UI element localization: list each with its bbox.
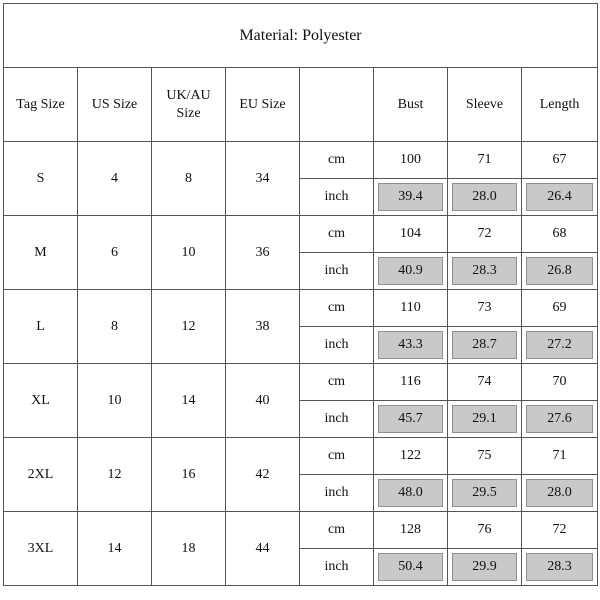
unit-cm-cell: cm xyxy=(300,142,374,179)
unit-inch-cell: inch xyxy=(300,179,374,216)
us-size-cell: 8 xyxy=(78,290,152,364)
unit-inch-cell: inch xyxy=(300,401,374,438)
sleeve-inch-value: 28.0 xyxy=(452,183,517,211)
length-inch-cell xyxy=(522,179,598,216)
header-tag-size: Tag Size xyxy=(4,68,78,142)
length-cm-cell: 69 xyxy=(522,290,598,327)
tag-size-cell: M xyxy=(4,216,78,290)
eu-size-cell: 38 xyxy=(226,290,300,364)
length-inch-cell xyxy=(522,327,598,364)
header-unit xyxy=(300,68,374,142)
header-uk-au-line1: UK/AU xyxy=(166,88,211,103)
bust-inch-value: 40.9 xyxy=(378,257,443,285)
sleeve-inch-value: 29.1 xyxy=(452,405,517,433)
tag-size-cell: L xyxy=(4,290,78,364)
sleeve-inch-cell xyxy=(448,253,522,290)
length-inch-value: 27.2 xyxy=(526,331,593,359)
bust-inch-cell xyxy=(374,475,448,512)
bust-inch-value: 50.4 xyxy=(378,553,443,581)
length-cm-cell: 70 xyxy=(522,364,598,401)
eu-size-cell: 34 xyxy=(226,142,300,216)
tag-size-cell: 2XL xyxy=(4,438,78,512)
uk-au-size-cell: 18 xyxy=(152,512,226,586)
size-chart xyxy=(3,3,597,597)
bust-inch-cell xyxy=(374,327,448,364)
bust-cm-cell: 100 xyxy=(374,142,448,179)
sleeve-cm-cell: 72 xyxy=(448,216,522,253)
tag-size-cell: 3XL xyxy=(4,512,78,586)
length-cm-cell: 68 xyxy=(522,216,598,253)
size-table xyxy=(3,3,598,586)
sleeve-inch-value: 28.3 xyxy=(452,257,517,285)
title-row xyxy=(4,4,598,68)
length-inch-value: 27.6 xyxy=(526,405,593,433)
us-size-cell: 10 xyxy=(78,364,152,438)
header-uk-au-line2: Size xyxy=(176,105,201,121)
sleeve-inch-value: 29.5 xyxy=(452,479,517,507)
length-inch-value: 26.8 xyxy=(526,257,593,285)
unit-cm-cell: cm xyxy=(300,364,374,401)
us-size-cell: 4 xyxy=(78,142,152,216)
material-title: Material: Polyester xyxy=(4,4,598,68)
tag-size-cell: S xyxy=(4,142,78,216)
sleeve-cm-cell: 74 xyxy=(448,364,522,401)
unit-inch-cell: inch xyxy=(300,475,374,512)
bust-inch-value: 39.4 xyxy=(378,183,443,211)
sleeve-inch-value: 29.9 xyxy=(452,553,517,581)
header-length: Length xyxy=(522,68,598,142)
bust-inch-value: 43.3 xyxy=(378,331,443,359)
us-size-cell: 6 xyxy=(78,216,152,290)
unit-inch-cell: inch xyxy=(300,327,374,364)
length-inch-cell xyxy=(522,475,598,512)
header-uk-au-size xyxy=(152,68,226,142)
sleeve-inch-cell xyxy=(448,549,522,586)
sleeve-cm-cell: 73 xyxy=(448,290,522,327)
tag-size-cell: XL xyxy=(4,364,78,438)
sleeve-inch-cell xyxy=(448,401,522,438)
length-inch-cell xyxy=(522,401,598,438)
sleeve-inch-value: 28.7 xyxy=(452,331,517,359)
uk-au-size-cell: 14 xyxy=(152,364,226,438)
uk-au-size-cell: 8 xyxy=(152,142,226,216)
size-row-cm xyxy=(4,438,598,475)
eu-size-cell: 40 xyxy=(226,364,300,438)
bust-inch-cell xyxy=(374,253,448,290)
bust-cm-cell: 104 xyxy=(374,216,448,253)
bust-cm-cell: 122 xyxy=(374,438,448,475)
eu-size-cell: 44 xyxy=(226,512,300,586)
length-inch-value: 28.3 xyxy=(526,553,593,581)
bust-cm-cell: 128 xyxy=(374,512,448,549)
length-inch-cell xyxy=(522,253,598,290)
unit-inch-cell: inch xyxy=(300,549,374,586)
sleeve-inch-cell xyxy=(448,327,522,364)
sleeve-cm-cell: 75 xyxy=(448,438,522,475)
length-inch-cell xyxy=(522,549,598,586)
sleeve-inch-cell xyxy=(448,475,522,512)
unit-cm-cell: cm xyxy=(300,512,374,549)
eu-size-cell: 36 xyxy=(226,216,300,290)
length-cm-cell: 67 xyxy=(522,142,598,179)
header-row xyxy=(4,68,598,142)
header-eu-size: EU Size xyxy=(226,68,300,142)
size-row-cm xyxy=(4,290,598,327)
bust-inch-value: 45.7 xyxy=(378,405,443,433)
length-cm-cell: 71 xyxy=(522,438,598,475)
size-row-cm xyxy=(4,216,598,253)
unit-cm-cell: cm xyxy=(300,216,374,253)
size-row-cm xyxy=(4,364,598,401)
length-inch-value: 28.0 xyxy=(526,479,593,507)
sleeve-inch-cell xyxy=(448,179,522,216)
uk-au-size-cell: 16 xyxy=(152,438,226,512)
us-size-cell: 12 xyxy=(78,438,152,512)
bust-cm-cell: 116 xyxy=(374,364,448,401)
header-bust: Bust xyxy=(374,68,448,142)
sleeve-cm-cell: 76 xyxy=(448,512,522,549)
bust-inch-cell xyxy=(374,401,448,438)
uk-au-size-cell: 12 xyxy=(152,290,226,364)
bust-inch-value: 48.0 xyxy=(378,479,443,507)
uk-au-size-cell: 10 xyxy=(152,216,226,290)
unit-inch-cell: inch xyxy=(300,253,374,290)
length-cm-cell: 72 xyxy=(522,512,598,549)
bust-inch-cell xyxy=(374,179,448,216)
bust-inch-cell xyxy=(374,549,448,586)
unit-cm-cell: cm xyxy=(300,290,374,327)
size-row-cm xyxy=(4,512,598,549)
eu-size-cell: 42 xyxy=(226,438,300,512)
header-us-size: US Size xyxy=(78,68,152,142)
unit-cm-cell: cm xyxy=(300,438,374,475)
us-size-cell: 14 xyxy=(78,512,152,586)
sleeve-cm-cell: 71 xyxy=(448,142,522,179)
size-row-cm xyxy=(4,142,598,179)
bust-cm-cell: 110 xyxy=(374,290,448,327)
header-sleeve: Sleeve xyxy=(448,68,522,142)
length-inch-value: 26.4 xyxy=(526,183,593,211)
